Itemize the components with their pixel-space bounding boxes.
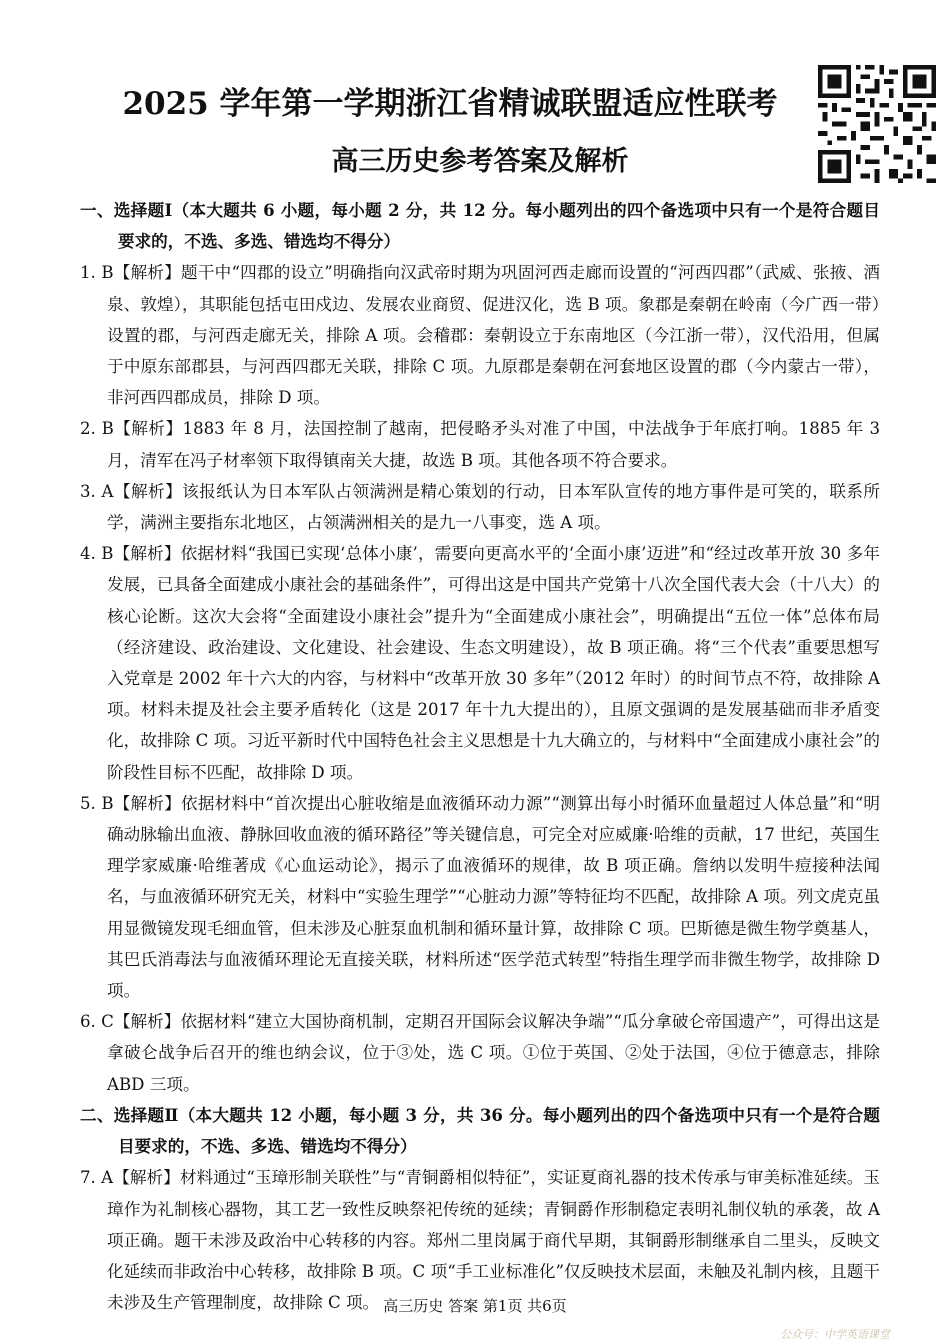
section-heading-2: 二、选择题Ⅱ（本大题共 12 小题，每小题 3 分，共 36 分。每小题列出的四个备选项中只有一个是符合题目要求的，不选、多选、错选均不得分） [80,1104,880,1157]
watermark-text: 公众号：中学英语课堂 [780,1328,890,1341]
answer-item-2: 2. B【解析】1883 年 8 月，法国控制了越南，把侵略矛头对准了中国，中法战争于年底打响。1885 年 3 月，清军在冯子材率领下取得镇南关大捷，故选 B 项。其他各项不符合要求。 [80,419,880,470]
answer-item-5: 5. B【解析】依据材料中“首次提出心脏收缩是血液循环动力源”“测算出每小时循环血量超过人体总量”和“明确动脉输出血液、静脉回收血液的循环路径”等关键信息，可完全对应威廉·哈维的贡献，17 世纪，英国生理学家威廉·哈维著成《心血运动论》，揭示了血液循环的规律，故 B 项正确。詹纳以发明牛痘接种法闻名，与血液循环研究无关，材料中“实验生理学”“心脏动力源”等特征均不匹配，故排除 A 项。列文虎克虽用显微镜发现毛细血管，但未涉及心脏泵血机制和循环量计算，故排除 C 项。巴斯德是微生物学奠基人，其巴氏消毒法与血液循环理论无直接关联，材料所述“医学范式转型”特指生理学而非微生物学，故排除 D 项。 [80,793,880,1001]
qr-code-icon [818,65,936,183]
page-footer: 高三历史 答案 第1页 共6页 [383,1297,567,1315]
answer-item-3: 3. A【解析】该报纸认为日本军队占领满洲是精心策划的行动，日本军队宣传的地方事件是可笑的，联系所学，满洲主要指东北地区，占领满洲相关的是九一八事变，选 A 项。 [80,481,880,533]
answer-content [80,195,880,1318]
page-subtitle: 高三历史参考答案及解析 [331,146,629,177]
answer-item-1: 1. B【解析】题干中“四郡的设立”明确指向汉武帝时期为巩固河西走廊而设置的“河西四郡”（武威、张掖、酒泉、敦煌），其职能包括屯田戍边、发展农业商贸、促进汉化，选 B 项。象郡是秦朝在岭南（今广西一带）设置的郡，与河西走廊无关，排除 A 项。会稽郡：秦朝设立于东南地区（今江浙一带），汉代沿用，但属于中原东部郡县，与河西四郡无关联，排除 C 项。九原郡是秦朝在河套地区设置的郡（今内蒙古一带），非河西四郡成员，排除 D 项。 [80,263,880,408]
answer-item-6: 6. C【解析】依据材料“建立大国协商机制，定期召开国际会议解决争端”“瓜分拿破仑帝国遗产”，可得出这是拿破仑战争后召开的维也纳会议，位于③处，选 C 项。①位于英国、②处于法国，④位于德意志，排除 ABD 三项。 [80,1012,880,1094]
page-title: 2025 学年第一学期浙江省精诚联盟适应性联考 [122,86,778,122]
answer-item-4: 4. B【解析】依据材料“我国已实现‘总体小康’，需要向更高水平的‘全面小康’迈进”和“经过改革开放 30 多年发展，已具备全面建成小康社会的基础条件”，可得出这是中国共产党第十八次全国代表大会（十八大）的核心论断。这次大会将“全面建设小康社会”提升为“全面建成小康社会”，明确提出“五位一体”总体布局（经济建设、政治建设、文化建设、社会建设、生态文明建设），故 B 项正确。将“三个代表”重要思想写入党章是 2002 年十六大的内容，与材料中“改革开放 30 多年”（2012 年时）的时间节点不符，故排除 A 项。材料未提及社会主要矛盾转化（这是 2017 年十九大提出的），且原文强调的是发展基础而非矛盾变化，故排除 C 项。习近平新时代中国特色社会主义思想是十九大确立的，与材料中“全面建成小康社会”的阶段性目标不匹配，故排除 D 项。 [80,544,880,782]
answer-item-7: 7. A【解析】材料通过“玉璋形制关联性”与“青铜爵相似特征”，实证夏商礼器的技术传承与审美标准延续。玉璋作为礼制核心器物，其工艺一致性反映祭祀传统的延续；青铜爵作形制稳定表明礼制仪轨的承袭，故 A 项正确。题干未涉及政治中心转移的内容。郑州二里岗属于商代早期，其铜爵形制继承自二里头，反映文化延续而非政治中心转移，故排除 B 项。C 项“手工业标准化”仅反映技术层面，未触及礼制内核，且题干未涉及生产管理制度，故排除 C 项。 [80,1168,880,1313]
section-heading-1: 一、选择题Ⅰ（本大题共 6 小题，每小题 2 分，共 12 分。每小题列出的四个备选项中只有一个是符合题目要求的，不选、多选、错选均不得分） [80,200,880,252]
